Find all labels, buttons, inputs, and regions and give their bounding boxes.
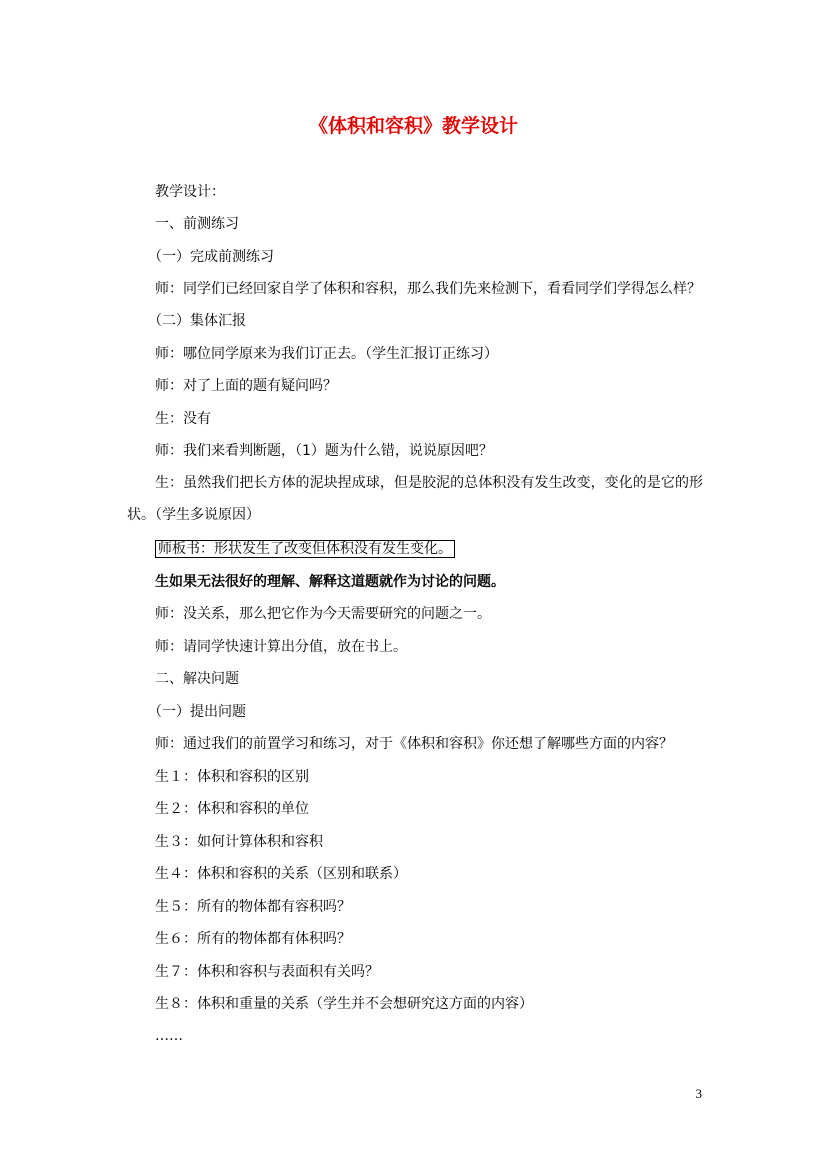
document-title: 《体积和容积》教学设计 <box>308 115 518 137</box>
teacher-line: 师：同学们已经回家自学了体积和容积，那么我们先来检测下，看看同学们学得怎么样？ <box>155 281 701 297</box>
ellipsis: …… <box>155 1028 183 1044</box>
student-line: 生２：体积和容积的单位 <box>155 801 309 817</box>
teacher-line: 师：通过我们的前置学习和练习，对于《体积和容积》你还想了解哪些方面的内容？ <box>155 736 673 752</box>
teacher-line: 师：请同学快速计算出分值，放在书上。 <box>155 639 407 655</box>
section-heading: 一、前测练习 <box>155 216 239 232</box>
student-line: 生４：体积和容积的关系（区别和联系） <box>155 866 407 882</box>
subsection-heading: （二）集体汇报 <box>148 313 246 329</box>
teacher-line: 师：没关系，那么把它作为今天需要研究的问题之一。 <box>155 606 491 622</box>
blackboard-note-text: 师板书：形状发生了改变但体积没有发生变化。 <box>155 540 455 558</box>
page-number: 3 <box>695 1086 702 1101</box>
student-line: 生６：所有的物体都有体积吗？ <box>155 931 351 947</box>
student-line: 生：没有 <box>155 411 211 427</box>
teacher-line: 师：我们来看判断题，（1）题为什么错，说说原因吧？ <box>155 443 493 459</box>
bold-note: 生如果无法很好的理解、解释这道题就作为讨论的问题。 <box>155 574 505 590</box>
student-line: 生８：体积和重量的关系（学生并不会想研究这方面的内容） <box>155 996 533 1012</box>
student-line: 生７：体积和容积与表面积有关吗？ <box>155 964 379 980</box>
teacher-line: 师：哪位同学原来为我们订正去。（学生汇报订正练习） <box>155 346 498 362</box>
section-heading: 二、解决问题 <box>155 671 239 687</box>
subsection-heading: （一）完成前测练习 <box>148 249 274 265</box>
student-line: 生１：体积和容积的区别 <box>155 769 309 785</box>
student-paragraph: 生：虽然我们把长方体的泥块捏成球，但是胶泥的总体积没有发生改变，变化的是它的形状。（学生多说原因） <box>127 475 703 523</box>
blackboard-note <box>155 539 455 559</box>
student-line: 生３：如何计算体积和容积 <box>155 834 323 850</box>
section-label: 教学设计： <box>155 184 225 200</box>
teacher-line: 师：对了上面的题有疑问吗？ <box>155 378 337 394</box>
subsection-heading: （一）提出问题 <box>148 704 246 720</box>
student-line: 生５：所有的物体都有容积吗？ <box>155 899 351 915</box>
